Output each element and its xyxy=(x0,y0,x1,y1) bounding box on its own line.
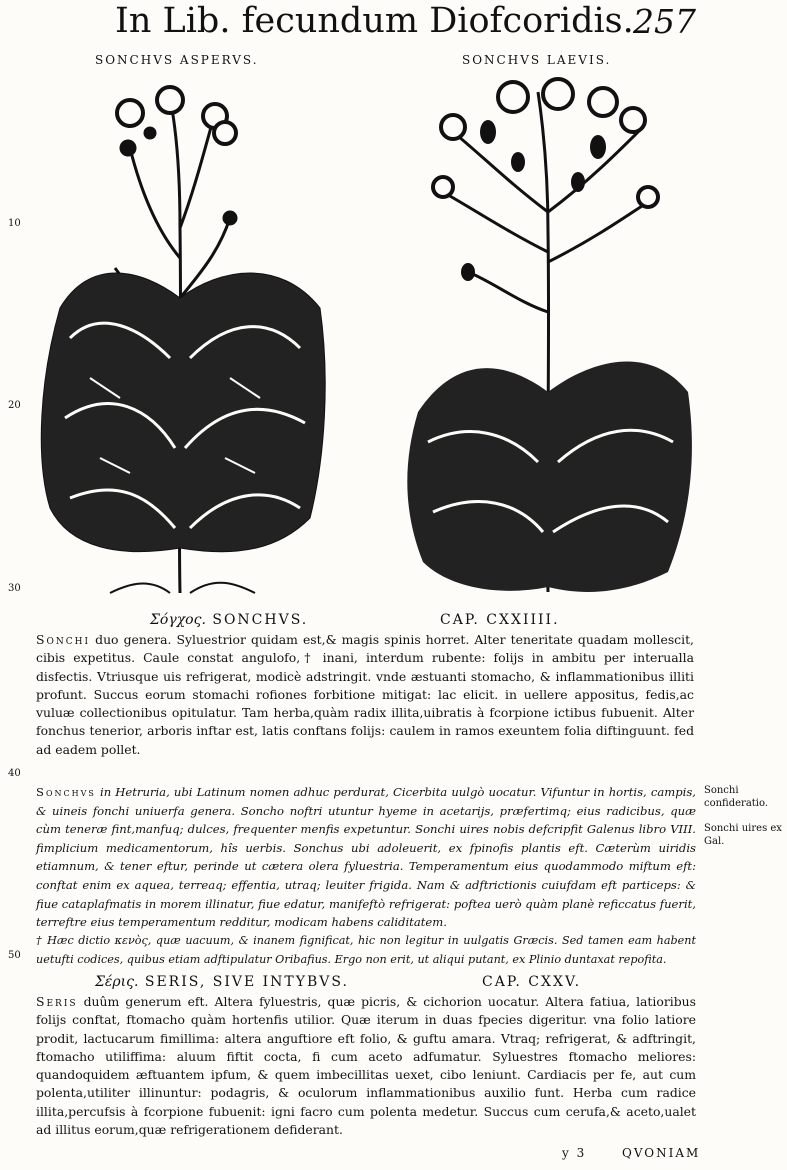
chapter-125-title: SERIS, SIVE INTYBVS. xyxy=(144,974,349,990)
chapter-124-initial-word: Sonchi xyxy=(36,632,91,647)
left-illustration-caption: SONCHVS ASPERVS. xyxy=(95,53,259,67)
chapter-125-initial-word: Seris xyxy=(36,994,78,1009)
signature-mark: y 3 xyxy=(562,1146,587,1160)
commentary-body xyxy=(36,783,696,932)
chapter-125-number: CAP. CXXV. xyxy=(482,974,582,990)
marginal-note-sonchi-uires: Sonchi uires ex Gal. xyxy=(704,823,782,847)
chapter-124-number: CAP. CXXIIII. xyxy=(440,612,560,628)
catchword: QVONIAM xyxy=(622,1146,701,1160)
chapter-125-body xyxy=(36,993,696,1139)
chapter-124-body xyxy=(36,631,694,759)
line-number-40: 40 xyxy=(8,768,21,779)
running-title: In Lib. fecundum Diofcoridis. xyxy=(115,1,634,41)
right-illustration-caption: SONCHVS LAEVIS. xyxy=(462,53,612,67)
chapter-124-greek-name: Σόγχος. xyxy=(150,612,206,628)
line-number-10: 10 xyxy=(8,218,21,229)
sonchus-laevis-woodcut xyxy=(398,72,698,602)
chapter-124-text: duo genera. Syluestrior quidam est,& magis spinis horret. Alter teneritate quadam mollescit, cibis expetitus. Caule constat angulofo,† inani, interdum rubente: folijs in ambitu per interualla disfectis. Vtriusque uis refrigerat, modicè adstringit. vnde æstuanti stomacho, & inflammationibus illiti profunt. Succus eorum stomachi rofiones forbitione mitigat: lac elicit. in uellere appositus, fedis,ac vuluæ collectionibus opitulatur. Tam herba,quàm radix illita,uibratis à fcorpione ictibus fubuenit. Alter fonchus tenerior, arboris inftar est, latis conftans folijs: caulem in ramos exeuntem folia diftinguunt. fed ad eadem pollet. xyxy=(36,632,694,757)
line-number-50: 50 xyxy=(8,950,21,961)
chapter-124-heading xyxy=(150,612,308,628)
chapter-125-text: duûm generum eft. Altera fyluestris, quæ picris, & cichorion uocatur. Altera fatiua, latioribus folijs conftat, ftomacho quàm hortenfis utilior. Quæ iterum in duas fpecies digeritur. vna folio latiore prodit, lactucarum fimillima: altera anguftiore eft folio, & guftu amara. Vtraq; refrigerat, & adftringit, ftomacho utiliffima: aluum fiftit cocta, fi cum aceto adfumatur. Syluestres ftomacho meliores: quandoquidem æftuantem ipfum, & quem imbecillitas uexet, cibo leniunt. Cardiacis per fe, aut cum polenta,utiliter illinuntur: podagris, & oculorum inflammationibus auxilio funt. Herba cum radice illita,percufsis à fcorpione fubuenit: igni facro cum polenta medetur. Succus cum cerufa,& aceto,ualet ad illitus eorum,quæ refrigerationem defiderant. xyxy=(36,994,696,1138)
chapter-125-greek-name: Σέρις. xyxy=(95,974,139,990)
line-number-30: 30 xyxy=(8,583,21,594)
commentary-initial-word: Sonchvs xyxy=(36,785,96,799)
marginal-note-sonchi-consideratio: Sonchi confideratio. xyxy=(704,785,769,809)
chapter-124-title: SONCHVS. xyxy=(212,612,309,628)
sonchus-asperus-woodcut xyxy=(30,78,335,600)
chapter-125-heading xyxy=(95,974,349,990)
line-number-20: 20 xyxy=(8,400,21,411)
page-number: 257 xyxy=(633,2,696,41)
commentary-note: † Hæc dictio κενὸς, quæ uacuum, & inanem fignificat, hic non legitur in uulgatis Græcis. Sed tamen eam habent uetufti codices, quibus etiam adftipulatur Oribafius. Ergo non erit, ut aliqui putant, ex Plinio duntaxat repofita. xyxy=(36,934,696,966)
commentary-text: in Hetruria, ubi Latinum nomen adhuc perdurat, Cicerbita uulgò uocatur. Vifuntur in hortis, campis, & uineis fonchi uniuerfa genera. Soncho noftri utuntur hyeme in acetarijs, præfertimq; eius radicibus, quæ cùm teneræ fint,manfuq; dulces, frequenter menfis expetuntur. Sonchi uires nobis defcripfit Galenus libro VIII. fimplicium medicamentorum, hîs uerbis. Sonchus ubi adoleuerit, ex fpinofis plantis eft. Cæterùm uiridis etiamnum, & tener eftur, perinde ut cætera olera fyluestria. Temperamentum eius quodammodo miftum eft: conftat enim ex aquea, terreaq; effentia, utraq; leuiter frigida. Nam & adftrictionis cuiufdam eft particeps: & fiue cataplafmatis in morem illinatur, fiue edatur, manifeftò refrigerat: poftea uerò quàm planè reficcatus fuerit, terreftre eius temperamentum redditur, modicam habens caliditatem. xyxy=(36,785,696,930)
